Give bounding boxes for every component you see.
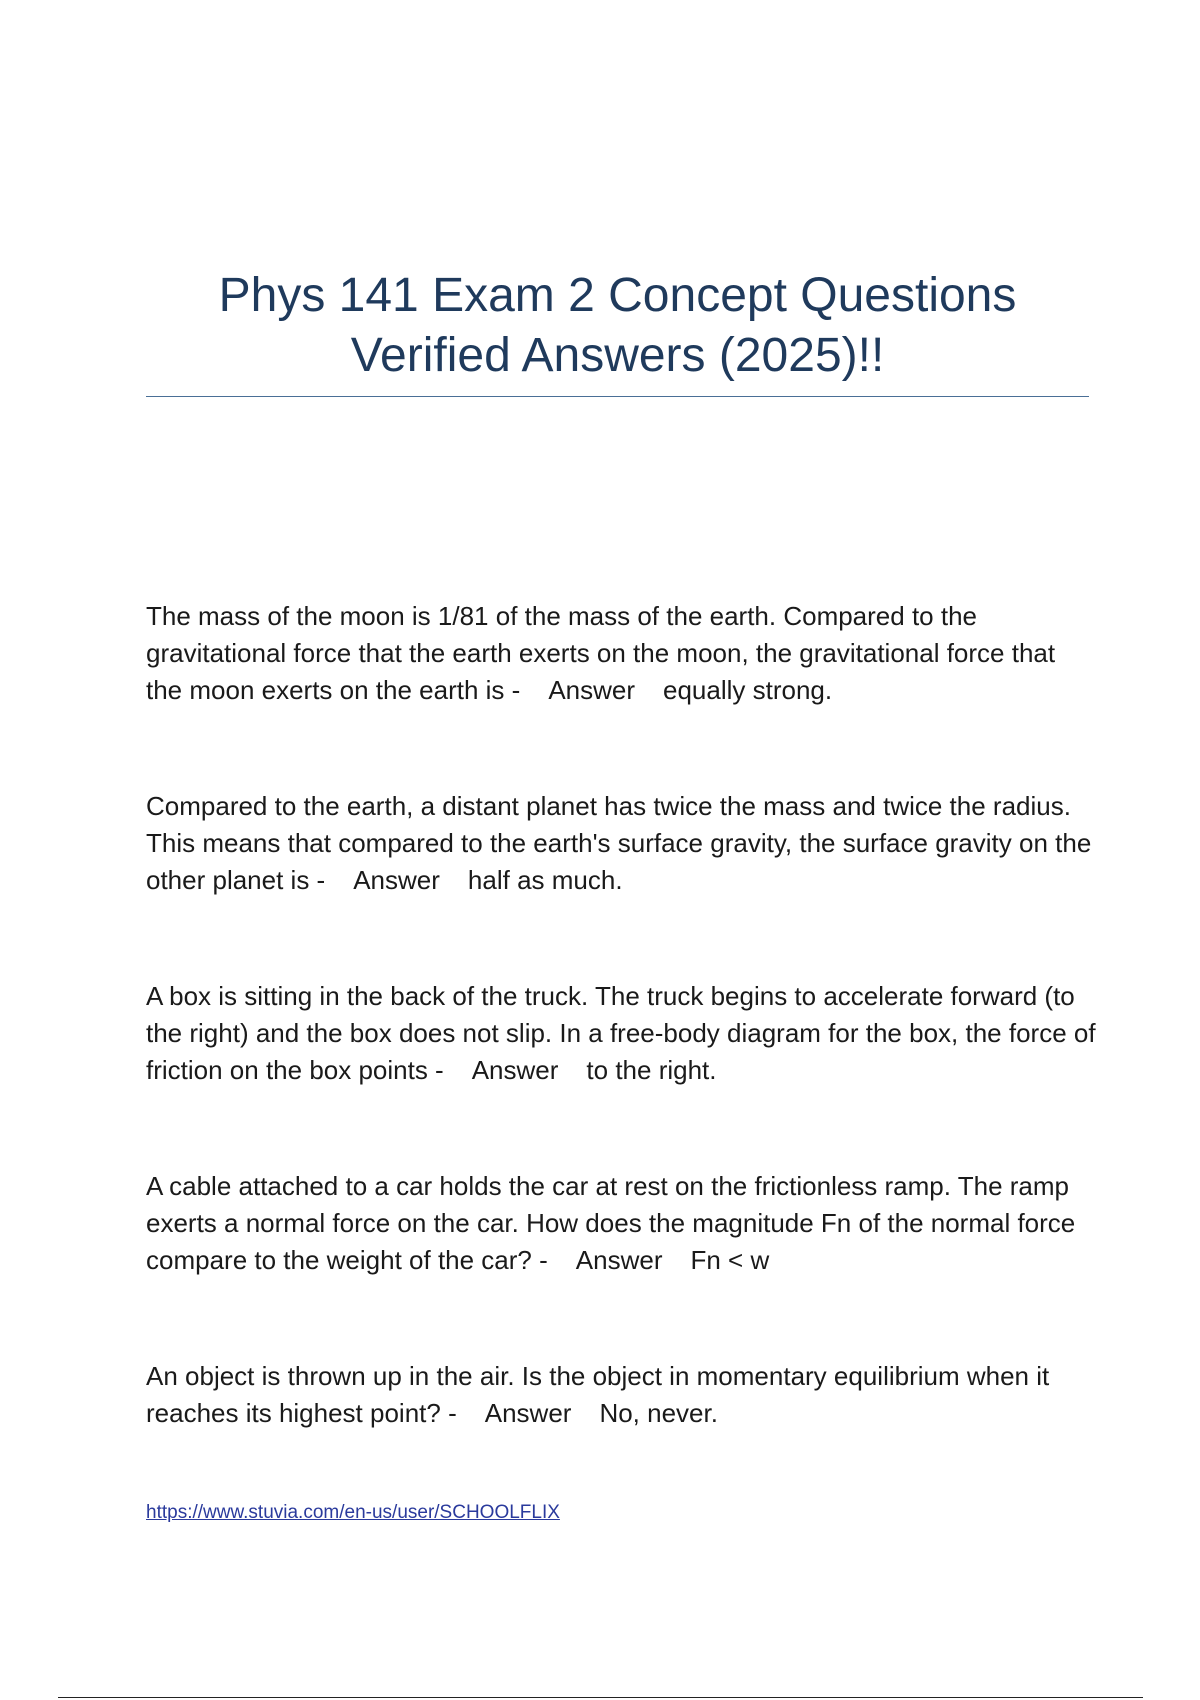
title-line-2: Verified Answers (2025)!! bbox=[350, 329, 885, 382]
answer-text: No, never. bbox=[599, 1398, 718, 1428]
question-block-5 bbox=[146, 1358, 1096, 1432]
question-text: A box is sitting in the back of the truck. The truck begins to accelerate forward (to the right) and the box does not slip. In a free-body diagram for the box, the force of friction on the box points - bbox=[146, 981, 1096, 1085]
title-line-1: Phys 141 Exam 2 Concept Questions bbox=[218, 269, 1017, 322]
question-text: The mass of the moon is 1/81 of the mass of the earth. Compared to the gravitational force that the earth exerts on the moon, the gravitational force that the moon exerts on the earth is - bbox=[146, 601, 1056, 705]
answer-text: half as much. bbox=[467, 865, 623, 895]
answer-text: Fn < w bbox=[690, 1245, 770, 1275]
footer-divider bbox=[58, 1697, 1143, 1698]
answer-label: Answer bbox=[353, 865, 440, 895]
question-text: A cable attached to a car holds the car at rest on the frictionless ramp. The ramp exerts a normal force on the car. How does the magnitude Fn of the normal force compare to the weight of the car? - bbox=[146, 1171, 1076, 1275]
answer-text: equally strong. bbox=[663, 675, 833, 705]
title-underline bbox=[146, 396, 1089, 397]
answer-label: Answer bbox=[471, 1055, 559, 1085]
question-block-1 bbox=[146, 598, 1096, 709]
answer-text: to the right. bbox=[586, 1055, 717, 1085]
question-block-2 bbox=[146, 788, 1096, 899]
answer-label: Answer bbox=[548, 675, 636, 705]
question-text: An object is thrown up in the air. Is the object in momentary equilibrium when it reaches its highest point? - bbox=[146, 1361, 1050, 1428]
question-block-4 bbox=[146, 1168, 1096, 1279]
question-block-3 bbox=[146, 978, 1096, 1089]
answer-label: Answer bbox=[484, 1398, 572, 1428]
page-title bbox=[146, 266, 1089, 386]
seller-profile-link[interactable]: https://www.stuvia.com/en-us/user/SCHOOLFLIX bbox=[146, 1502, 560, 1523]
answer-label: Answer bbox=[575, 1245, 663, 1275]
question-text: Compared to the earth, a distant planet has twice the mass and twice the radius. This means that compared to the earth's surface gravity, the surface gravity on the other planet is - bbox=[146, 791, 1092, 895]
